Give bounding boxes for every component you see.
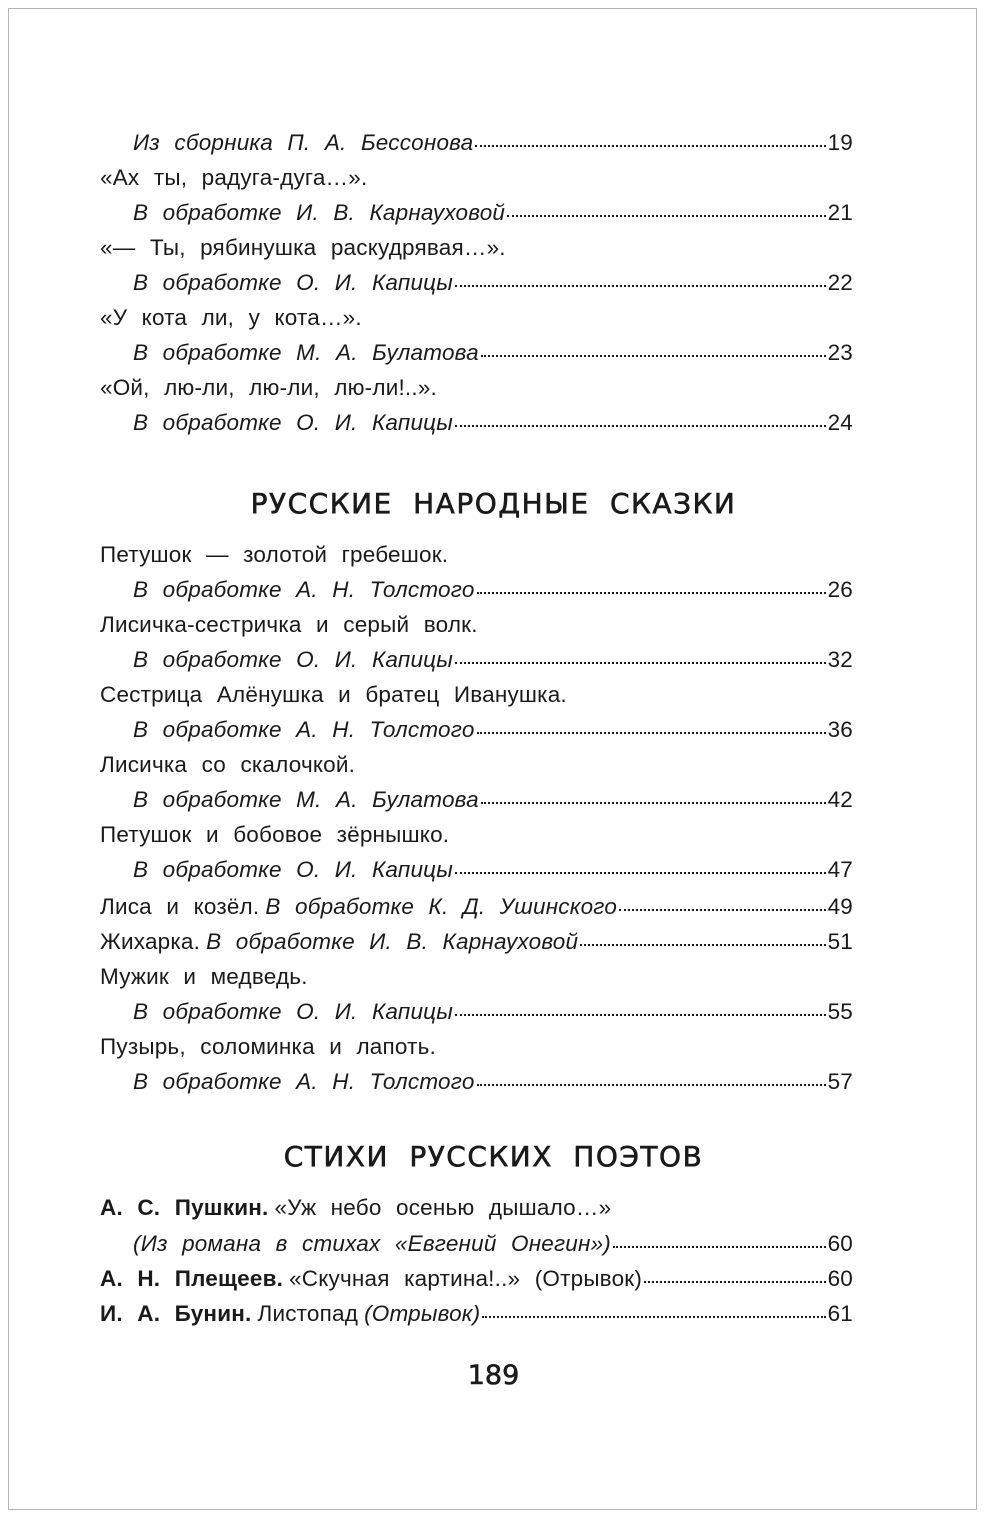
toc-title: Сестрица Алёнушка и братец Иванушка. <box>100 682 567 707</box>
toc-entry-attribution-line[interactable] <box>133 1064 853 1099</box>
toc-entry-title[interactable] <box>100 160 853 195</box>
toc-attribution: В обработке О. И. Капицы <box>133 270 453 295</box>
toc-title: Лисичка-сестричка и серый волк. <box>100 612 478 637</box>
toc-attribution: В обработке О. И. Капицы <box>133 647 453 672</box>
toc-page-number: 36 <box>827 717 853 742</box>
toc-entry-attribution-line[interactable] <box>133 782 853 817</box>
toc-attribution: В обработке О. И. Капицы <box>133 410 453 435</box>
toc-title: Петушок и бобовое зёрнышко. <box>100 822 450 847</box>
toc-note: (Отрывок) <box>364 1301 481 1326</box>
toc-title: Пузырь, соломинка и лапоть. <box>100 1034 436 1059</box>
toc-entry-title[interactable] <box>100 230 853 265</box>
dot-leader <box>481 800 826 804</box>
dot-leader <box>455 283 826 287</box>
dot-leader <box>619 907 826 911</box>
toc-entry-bessonov[interactable] <box>133 125 853 160</box>
toc-entry-attribution-line[interactable] <box>133 405 853 440</box>
toc-entry-attribution-line[interactable] <box>133 1226 853 1261</box>
toc-entry-attribution-line[interactable] <box>133 265 853 300</box>
dot-leader <box>613 1244 826 1248</box>
toc-page-number: 47 <box>827 857 853 882</box>
toc-entry-title[interactable] <box>100 677 853 712</box>
toc-title: Листопад <box>257 1301 359 1326</box>
toc-entry-title[interactable] <box>100 607 853 642</box>
toc-author: А. Н. Плещеев. <box>100 1266 284 1291</box>
toc-entry-title[interactable] <box>100 747 853 782</box>
toc-title: «У кота ли, у кота…». <box>100 305 362 330</box>
section-heading-poems: СТИХИ РУССКИХ ПОЭТОВ <box>283 1140 704 1173</box>
toc-entry-single-line[interactable] <box>100 1261 853 1296</box>
toc-title: «Ах ты, радуга-дуга…». <box>100 165 368 190</box>
toc-entry-attribution-line[interactable] <box>133 572 853 607</box>
toc-entry-attribution-line[interactable] <box>133 712 853 747</box>
toc-attribution: В обработке М. А. Булатова <box>133 340 479 365</box>
dot-leader <box>477 590 826 594</box>
dot-leader <box>482 1314 825 1318</box>
dot-leader <box>477 1082 826 1086</box>
dot-leader <box>477 730 826 734</box>
toc-page-number: 60 <box>827 1231 853 1256</box>
toc-author: А. С. Пушкин. <box>100 1195 269 1220</box>
toc-title: Лисичка со скалочкой. <box>100 752 356 777</box>
toc-title: Лиса и козёл. <box>100 894 260 919</box>
dot-leader <box>455 660 826 664</box>
toc-entry-title[interactable] <box>100 370 853 405</box>
toc-entry-title[interactable] <box>100 537 853 572</box>
toc-entry-title[interactable] <box>100 959 853 994</box>
toc-page-number: 32 <box>827 647 853 672</box>
toc-attribution: В обработке К. Д. Ушинского <box>265 894 618 919</box>
toc-attribution: Из сборника П. А. Бессонова <box>133 130 474 155</box>
toc-entry-title[interactable] <box>100 1029 853 1064</box>
toc-note: (Из романа в стихах «Евгений Онегин») <box>133 1231 611 1256</box>
toc-entry-attribution-line[interactable] <box>133 852 853 887</box>
toc-page-number: 24 <box>827 410 853 435</box>
toc-entry-title[interactable] <box>100 300 853 335</box>
dot-leader <box>455 1012 826 1016</box>
toc-entry-title[interactable] <box>100 1190 853 1225</box>
toc-entry-attribution-line[interactable] <box>133 335 853 370</box>
toc-page-number: 42 <box>827 787 853 812</box>
toc-page-number: 21 <box>827 200 853 225</box>
toc-attribution: В обработке А. Н. Толстого <box>133 1069 475 1094</box>
toc-author: И. А. Бунин. <box>100 1301 252 1326</box>
toc-page-number: 57 <box>827 1069 853 1094</box>
dot-leader <box>507 213 825 217</box>
dot-leader <box>580 942 825 946</box>
dot-leader <box>455 423 826 427</box>
toc-page-number: 22 <box>827 270 853 295</box>
toc-attribution: В обработке О. И. Капицы <box>133 999 453 1024</box>
toc-title: «Скучная картина!..» (Отрывок) <box>289 1266 643 1291</box>
toc-page-number: 23 <box>827 340 853 365</box>
toc-entry-attribution-line[interactable] <box>133 994 853 1029</box>
toc-page-number: 55 <box>827 999 853 1024</box>
toc-attribution: В обработке О. И. Капицы <box>133 857 453 882</box>
toc-entry-single-line[interactable] <box>100 924 853 959</box>
toc-entry-single-line[interactable] <box>100 889 853 924</box>
toc-title: Петушок — золотой гребешок. <box>100 542 449 567</box>
dot-leader <box>475 143 825 147</box>
dot-leader <box>644 1279 826 1283</box>
section-heading-folk-tales: РУССКИЕ НАРОДНЫЕ СКАЗКИ <box>250 487 737 520</box>
dot-leader <box>481 353 826 357</box>
toc-page-number: 51 <box>827 929 853 954</box>
toc-attribution: В обработке И. В. Карнауховой <box>206 929 579 954</box>
toc-entry-attribution-line[interactable] <box>133 642 853 677</box>
toc-entry-title[interactable] <box>100 817 853 852</box>
toc-entry-attribution-line[interactable] <box>133 195 853 230</box>
toc-page-number: 60 <box>827 1266 853 1291</box>
toc-attribution: В обработке М. А. Булатова <box>133 787 479 812</box>
toc-page-number: 61 <box>827 1301 853 1326</box>
toc-title: «Уж небо осенью дышало…» <box>274 1195 612 1220</box>
toc-page-number: 26 <box>827 577 853 602</box>
toc-title: Жихарка. <box>100 929 201 954</box>
toc-attribution: В обработке И. В. Карнауховой <box>133 200 506 225</box>
toc-attribution: В обработке А. Н. Толстого <box>133 577 475 602</box>
page-number: 189 <box>467 1360 520 1391</box>
toc-page-number: 49 <box>827 894 853 919</box>
toc-title: «— Ты, рябинушка раскудрявая…». <box>100 235 506 260</box>
toc-title: Мужик и медведь. <box>100 964 308 989</box>
toc-page-number: 19 <box>827 130 853 155</box>
toc-attribution: В обработке А. Н. Толстого <box>133 717 475 742</box>
toc-entry-single-line[interactable] <box>100 1296 853 1331</box>
dot-leader <box>455 870 826 874</box>
toc-title: «Ой, лю-ли, лю-ли, лю-ли!..». <box>100 375 437 400</box>
